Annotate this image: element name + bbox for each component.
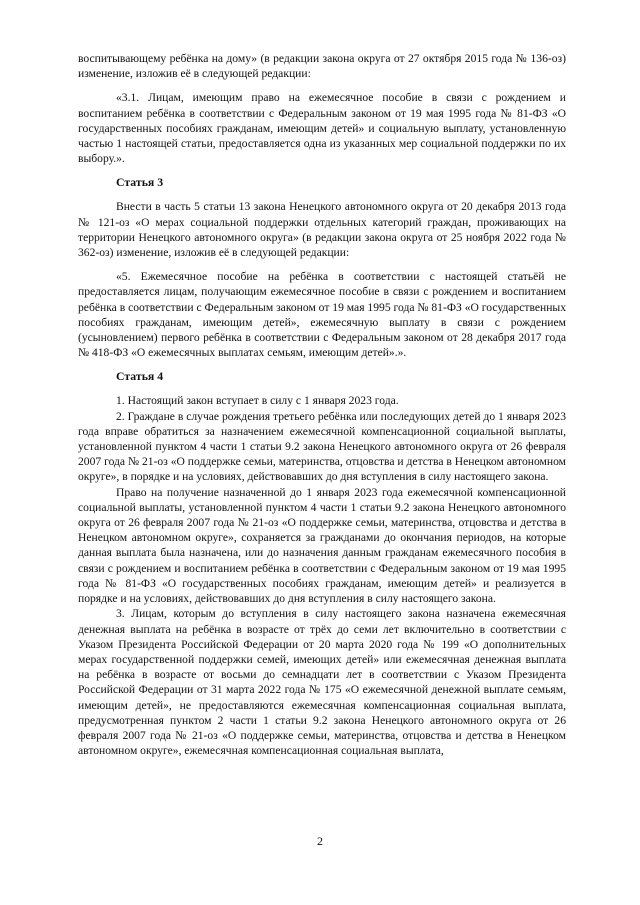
quoted-paragraph-5: «5. Ежемесячное пособие на ребёнка в соответствии с настоящей статьёй не предоставляется лицам, получающим ежемесячное пособие в связи с рождением и воспитанием ребёнка в соответствии с Федеральным законом от 19 мая 1995 года № 81-ФЗ «О государственных пособиях гражданам, имеющим детей», ежемесячную выплату в связи с рождением (усыновлением) первого ребёнка в соответствии с Федеральным законом от 28 декабря 2017 года № 418-ФЗ «О ежемесячных выплатах семьям, имеющим детей».».: [78, 270, 566, 360]
article-3-heading: Статья 3: [116, 175, 164, 190]
page-number: 2: [317, 834, 323, 848]
article-4-heading: Статья 4: [116, 369, 164, 384]
article-4-paragraph-2: 2. Граждане в случае рождения третьего ребёнка или последующих детей до 1 января 2023 года вправе обратиться за назначением ежемесячной компенсационной социальной выплаты, установленной пунктом 4 части 1 статьи 9.2 закона Ненецкого автономного округа от 26 февраля 2007 года № 21-оз «О поддержке семьи, материнства, отцовства и детства в Ненецком автономном округе», в порядке и на условиях, действовавших до дня вступления в силу настоящего закона.: [78, 409, 566, 484]
article-3-text: Внести в часть 5 статьи 13 закона Ненецкого автономного округа от 20 декабря 2013 года № 121-оз «О мерах социальной поддержки отдельных категорий граждан, проживающих на территории Ненецкого автономного округа» (в редакции закона округа от 25 ноября 2022 года № 362-оз) изменение, изложив её в следующей редакции:: [78, 200, 566, 260]
paragraph-continuation: воспитывающему ребёнка на дому» (в редакции закона округа от 27 октября 2015 года № 136-оз) изменение, изложив её в следующей редакции:: [78, 52, 566, 81]
article-4-paragraph-1: 1. Настоящий закон вступает в силу с 1 января 2023 года.: [116, 394, 399, 408]
quoted-paragraph-3-1: «3.1. Лицам, имеющим право на ежемесячное пособие в связи с рождением и воспитанием ребёнка в соответствии с Федеральным законом от 19 мая 1995 года № 81-ФЗ «О государственных пособиях гражданам, имеющим детей» и социальную выплату, установленную частью 1 настоящей статьи, предоставляется одна из указанных мер социальной поддержки по их выбору.».: [78, 91, 566, 166]
article-4-paragraph-4: 3. Лицам, которым до вступления в силу настоящего закона назначена ежемесячная денежная выплата на ребёнка в возрасте от трёх до семи лет включительно в соответствии с Указом Президента Российской Федерации от 20 марта 2020 года № 199 «О дополнительных мерах государственной поддержки семей, имеющих детей» или ежемесячная денежная выплата на ребёнка в возрасте от восьми до семнадцати лет в соответствии с Указом Президента Российской Федерации от 31 марта 2022 года № 175 «О ежемесячной денежной выплате семьям, имеющим детей», не предоставляются ежемесячная компенсационная социальная выплата, предусмотренная пунктом 2 части 1 статьи 9.2 закона Ненецкого автономного округа от 26 февраля 2007 года № 21-оз «О поддержке семьи, материнства, отцовства и детства в Ненецком автономном округе», ежемесячная компенсационная социальная выплата,: [78, 607, 566, 758]
article-4-paragraph-3: Право на получение назначенной до 1 января 2023 года ежемесячной компенсационной социальной выплаты, установленной пунктом 4 части 1 статьи 9.2 закона Ненецкого автономного округа от 26 февраля 2007 года № 21-оз «О поддержке семьи, материнства, отцовства и детства в Ненецком автономном округе», сохраняется за гражданами до окончания периодов, на которые данная выплата была назначена, или до назначения данным гражданам ежемесячного пособия в связи с рождением и воспитанием ребёнка в соответствии с Федеральным законом от 19 мая 1995 года № 81-ФЗ «О государственных пособиях гражданам, имеющим детей» и реализуется в порядке и на условиях, действовавших до дня вступления в силу настоящего закона.: [78, 485, 566, 606]
document-page: [78, 51, 566, 758]
